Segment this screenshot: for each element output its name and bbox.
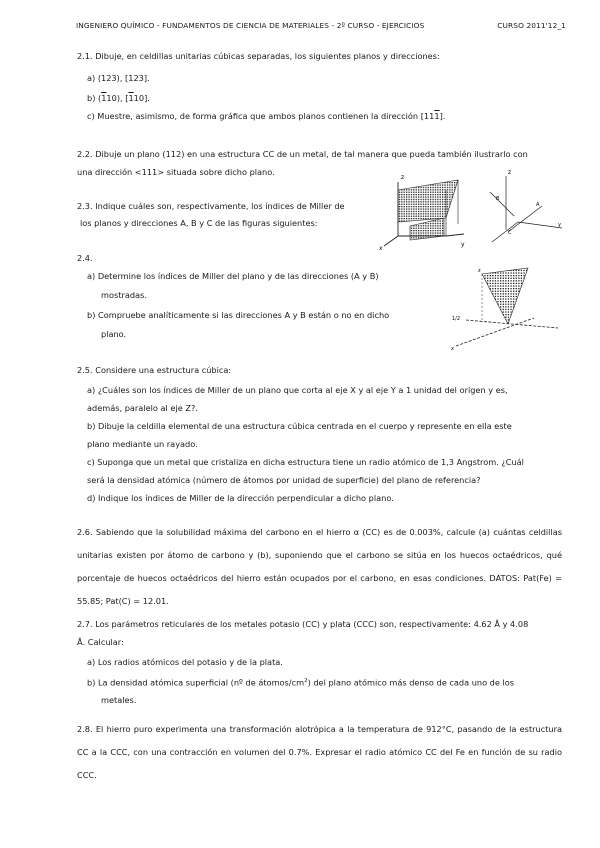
ex24-title: 2.4.	[77, 253, 93, 263]
ex25-item-a-line2: además, paralelo al eje Z?.	[87, 403, 198, 413]
ex24-item-a-line2: mostradas.	[101, 290, 147, 300]
ex21-item-b: b) (110), [110].	[87, 93, 150, 103]
direction-a-arrow	[508, 206, 542, 232]
axis-x-line	[384, 236, 398, 246]
ex25-item-b-line1: b) Dibuje la celdilla elemental de una estructura cúbica centrada en el cuerpo y represente en ella este	[87, 421, 512, 431]
ex23-figure-cube-planes	[370, 170, 468, 252]
header-course-title: INGENIERO QUÍMICO - FUNDAMENTOS DE CIENCIA DE MATERIALES - 2º CURSO - EJERCICIOS	[76, 21, 425, 30]
ex28-paragraph: 2.8. El hierro puro experimenta una transformación alotrópica a la temperatura de 912°C, pasando de la estructura CC a la CCC, con una contracción en volumen del 0.7%. Expresar el radio atómico CC del Fe en función de su radio CCC.	[77, 724, 562, 780]
ex25-item-a-line1: a) ¿Cuáles son los índices de Miller de un plano que corta al eje X y al eje Y a 1 unidad del origen y es,	[87, 385, 508, 395]
ex27-item-b-line1: b) La densidad atómica superficial (nº de átomos/$cm^2$) del plano atómico más denso de cada uno de los	[87, 677, 515, 688]
ex24-item-b-line1: b) Compruebe analíticamente si las direcciones A y B están o no en dicho	[87, 310, 390, 320]
axis-y-line	[446, 234, 464, 236]
ex26-paragraph: 2.6. Sabiendo que la solubilidad máxima del carbono en el hierro α (CC) es de 0.003%, calcule (a) cuántas celdillas unitarias existen por átomo de carbono y (b), suponiendo que el carbono se sitúa en los huecos octaédricos, qué porcentaje de huecos octaédricos del hierro están ocupados por el carbono, en esas condiciones. DATOS: Pat(Fe) = 55.85; Pat(C) = 12.01.	[77, 527, 562, 606]
axis-y-line	[518, 222, 562, 228]
ex23-line2: los planos y direcciones A, B y C de las figuras siguientes:	[80, 218, 318, 228]
hatched-plane-shape	[482, 268, 528, 324]
ex22-line1: 2.2. Dibuje un plano (112) en una estructura CC de un metal, de tal manera que pueda también ilustrarlo con	[77, 149, 528, 159]
hatched-plane-shape-2	[410, 218, 444, 240]
ex24-item-a-line1: a) Determine los índices de Miller del plano y de las direcciones (A y B)	[87, 271, 379, 281]
axis-label-x: x	[379, 245, 383, 252]
ex27-line2: Å. Calcular:	[77, 637, 124, 647]
axis-label-y: y	[461, 241, 465, 248]
ex22-line2: una dirección <111> situada sobre dicho plano.	[77, 167, 275, 177]
ex24-item-b-line2: plano.	[101, 329, 127, 339]
ex21-item-a: a) (123), [123].	[87, 73, 150, 83]
ex25-item-c-line1: c) Suponga que un metal que cristaliza en dicha estructura tiene un radio atómico de 1,3 Angstrom. ¿Cuál	[87, 457, 524, 467]
ex25-item-d: d) Indique los índices de Miller de la dirección perpendicular a dicho plano.	[87, 493, 394, 503]
ex25-item-c-line2: será la densidad atómica (número de átomos por unidad de superficie) del plano de referencia?	[87, 475, 481, 485]
direction-label-c: C	[508, 230, 512, 236]
ex23-figure-directions	[478, 170, 566, 252]
ex27-item-b-line2: metales.	[101, 695, 137, 705]
ex21-title: 2.1. Dibuje, en celdillas unitarias cúbicas separadas, los siguientes planos y direcciones:	[77, 51, 440, 61]
direction-arrow	[466, 320, 558, 328]
ex25-item-b-line2: plano mediante un rayado.	[87, 439, 198, 449]
ex25-title: 2.5. Considere una estructura cúbica:	[77, 365, 232, 375]
direction-label-a: A	[536, 202, 540, 208]
header-course-year: CURSO 2011'12_1	[497, 21, 566, 30]
fig-label-x: x	[451, 346, 454, 352]
axis-label-z: z	[401, 174, 405, 181]
direction-c-arrow	[492, 222, 518, 242]
direction-b-arrow	[490, 192, 514, 216]
ex27-line1: 2.7. Los parámetros reticulares de los metales potasio (CC) y plata (CCC) son, respectivamente: 4.62 Å y 4.08	[77, 619, 529, 629]
ex27-item-a: a) Los radios atómicos del potasio y de la plata.	[87, 657, 283, 667]
axis-label-z: z	[508, 169, 512, 176]
ex24-figure-plane-directions	[448, 262, 566, 354]
ex21-item-c: c) Muestre, asimismo, de forma gráfica que ambos planos contienen la dirección [111].	[87, 111, 446, 121]
fig-label-half: 1/2	[452, 316, 461, 322]
axis-label-y: y	[558, 222, 561, 228]
ex23-line1: 2.3. Indique cuáles son, respectivamente, los índices de Miller de	[77, 201, 345, 211]
fig-label-z: z	[478, 268, 481, 274]
direction-label-b: B	[496, 196, 500, 202]
hatched-plane-shape	[398, 180, 458, 222]
